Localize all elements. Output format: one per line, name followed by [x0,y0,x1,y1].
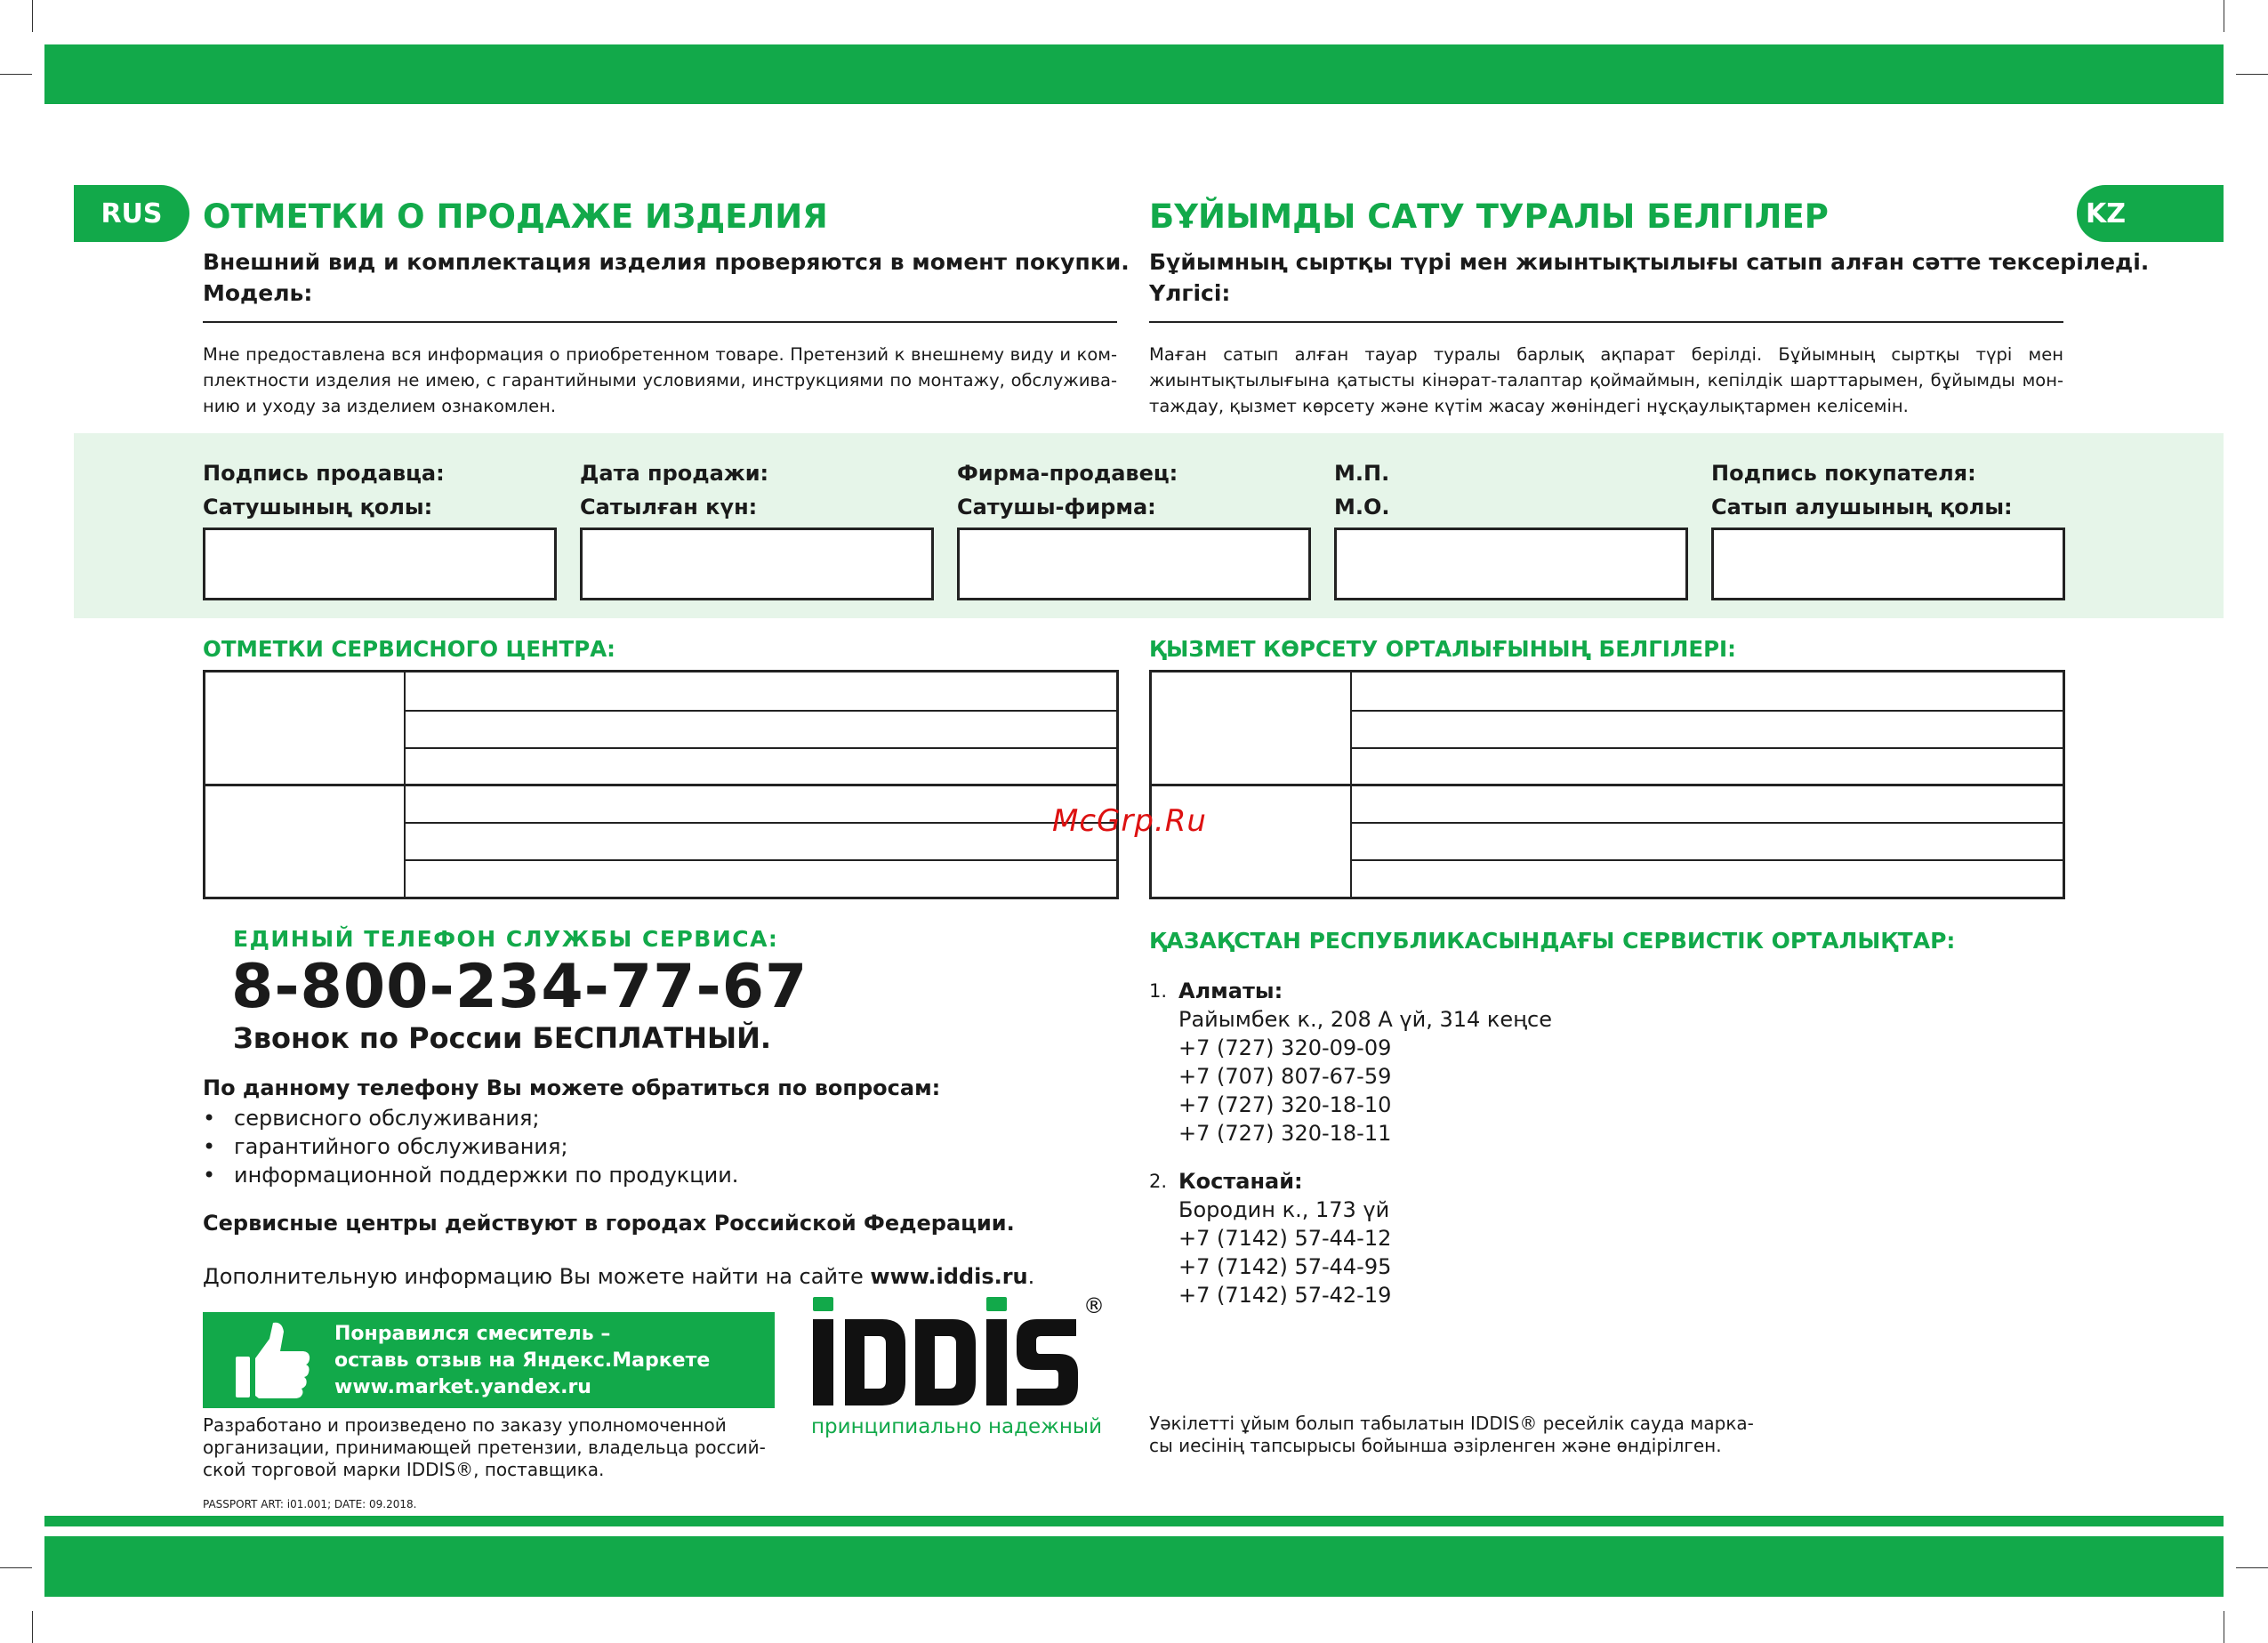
more-info-suffix: . [1027,1264,1035,1289]
kz-service-table [1149,670,2065,899]
text-line: Маған сатып алған тауар туралы барлық ақпарат берілді. Бұйымның сыртқы түрі мен [1149,344,2063,365]
field-label-kz: Сатушы-фирма: [957,495,1156,519]
row-line [1352,822,2063,824]
ru-model-label: Модель: [203,280,313,306]
service-cell[interactable] [1152,673,1352,785]
promo-text [334,1321,710,1401]
crop-mark [32,1611,33,1643]
questions-heading: По данному телефону Вы можете обратиться по вопросам: [203,1075,941,1100]
crop-mark [2236,74,2268,75]
buyer-signature-field [1711,456,2063,600]
crop-mark [2236,1567,2268,1568]
text-line: таждау, қызмет көрсету және күтім жасау жөніндегі нұсқаулықтармен келісемін. [1149,396,1909,416]
phone[interactable]: +7 (707) 807-67-59 [1178,1064,1392,1089]
service-cell[interactable] [205,785,406,897]
kz-tab-label: KZ [2086,197,2126,230]
sale-date-box[interactable] [580,528,934,600]
text-line: плектности изделия не имею, с гарантийными условиями, инструкциями по монтажу, обслужива- [203,370,1117,391]
kz-centers-heading: ҚАЗАҚСТАН РЕСПУБЛИКАСЫНДАҒЫ СЕРВИСТІК ОРТАЛЫҚТАР: [1149,928,1956,954]
text-line: Уәкілетті ұйым болып табылатын IDDIS® ресейлік сауда марка- [1149,1413,1754,1434]
field-label-ru: Подпись продавца: [203,461,445,486]
row-line [406,859,1116,861]
row-line [406,710,1116,712]
promo-url[interactable]: www.market.yandex.ru [334,1376,591,1398]
phone[interactable]: +7 (727) 320-09-09 [1178,1035,1392,1060]
city-number: 1. [1149,980,1168,1002]
promo-line: оставь отзыв на Яндекс.Маркете [334,1349,711,1372]
ru-acknowledgement-text [203,342,1117,419]
kz-page-title: БҰЙЫМДЫ САТУ ТУРАЛЫ БЕЛГІЛЕР [1149,197,1829,236]
ru-service-heading: ОТМЕТКИ СЕРВИСНОГО ЦЕНТРА: [203,636,615,662]
ru-service-table [203,670,1119,899]
iddis-site-link[interactable]: www.iddis.ru [870,1264,1028,1289]
kz-language-tab [2077,185,2224,242]
phone[interactable]: +7 (727) 320-18-11 [1178,1121,1392,1146]
kz-manufacturer-note [1149,1413,1754,1457]
bottom-thin-green-bar [44,1516,2224,1526]
field-label-kz: Сатып алушының қолы: [1711,495,2013,519]
city-entry-kostanay [1149,1167,1594,1318]
field-label-kz: Сатылған күн: [580,495,758,519]
crop-mark [0,1567,32,1568]
kz-model-underline [1149,321,2063,323]
centers-note: Сервисные центры действуют в городах Российской Федерации. [203,1211,1015,1236]
service-phone-number[interactable]: 8-800-234-77-67 [231,952,808,1022]
list-item: • гарантийного обслуживания; [203,1132,738,1161]
city-name: Алматы: [1178,979,1283,1003]
questions-list [203,1104,738,1189]
stamp-field [1334,456,1686,600]
text-line: жиынтықтылығына қатысты кінәрат-талаптар қоймаймын, кепілдік шарттарымен, бұйымды мон- [1149,370,2063,391]
rus-language-tab [74,185,189,242]
crop-mark [32,0,33,32]
text-line: организации, принимающей претензии, владельца россий- [203,1437,766,1458]
ru-page-title: ОТМЕТКИ О ПРОДАЖЕ ИЗДЕЛИЯ [203,197,828,236]
watermark: McGrp.Ru [1052,803,1207,839]
kz-model-label: Үлгісі: [1149,280,1231,306]
text-line: сы иесінің тапсырысы бойынша әзірленген және өндірілген. [1149,1435,1722,1456]
buyer-signature-box[interactable] [1711,528,2065,600]
field-label-ru: Фирма-продавец: [957,461,1178,486]
field-label-ru: Дата продажи: [580,461,769,486]
brand-tagline: принципиально надежный [811,1415,1103,1438]
city-entry-almaty [1149,977,1594,1155]
row-line [1352,747,2063,749]
phone[interactable]: +7 (7142) 57-44-95 [1178,1254,1392,1279]
list-item: • сервисного обслуживания; [203,1104,738,1132]
ru-model-underline [203,321,1117,323]
seller-company-field [957,456,1309,600]
kz-acknowledgement-text [1149,342,2063,419]
registered-mark: ® [1083,1293,1105,1318]
more-info-text: Дополнительную информацию Вы можете найти на сайте [203,1264,871,1289]
top-green-bar [44,44,2224,104]
text-line: ской торговой марки IDDIS®, поставщика. [203,1459,605,1480]
iddis-logo [809,1293,1105,1412]
field-label-ru: Подпись покупателя: [1711,461,1976,486]
service-cell[interactable] [205,673,406,785]
row-line [1152,784,2063,786]
address: Райымбек к., 208 А үй, 314 кеңсе [1178,1007,1552,1032]
row-line [1352,859,2063,861]
address: Бородин к., 173 үй [1178,1197,1390,1222]
thumbs-up-icon [232,1319,312,1401]
field-label-ru: М.П. [1334,461,1390,486]
free-call-note: Звонок по России БЕСПЛАТНЫЙ. [233,1021,772,1055]
list-item: • информационной поддержки по продукции. [203,1161,738,1189]
sale-date-field [580,456,932,600]
stamp-box[interactable] [1334,528,1688,600]
seller-company-box[interactable] [957,528,1311,600]
text-line: Мне предоставлена вся информация о приобретенном товаре. Претензий к внешнему виду и ком- [203,344,1117,365]
kz-subtitle: Бұйымның сыртқы түрі мен жиынтықтылығы сатып алған сәтте тексеріледі. [1149,249,2150,275]
iddis-wordmark [809,1297,1103,1408]
seller-signature-field [203,456,555,600]
service-cell[interactable] [1152,785,1352,897]
phone[interactable]: +7 (727) 320-18-10 [1178,1092,1392,1117]
ru-subtitle: Внешний вид и комплектация изделия проверяются в момент покупки. [203,249,1130,275]
row-line [406,747,1116,749]
text-line: нию и уходу за изделием ознакомлен. [203,396,557,416]
phone[interactable]: +7 (7142) 57-44-12 [1178,1226,1392,1251]
text-line: Разработано и произведено по заказу уполномоченной [203,1414,727,1436]
phone[interactable]: +7 (7142) 57-42-19 [1178,1283,1392,1308]
passport-info: PASSPORT ART: i01.001; DATE: 09.2018. [203,1498,417,1510]
yandex-review-banner[interactable] [203,1312,775,1408]
phone-heading: ЕДИНЫЙ ТЕЛЕФОН СЛУЖБЫ СЕРВИСА: [233,926,779,952]
row-line [406,822,1116,824]
bottom-green-bar [44,1536,2224,1597]
seller-signature-box[interactable] [203,528,557,600]
row-line [1352,710,2063,712]
row-line [205,784,1116,786]
crop-mark [0,74,32,75]
city-number: 2. [1149,1171,1168,1192]
rus-tab-label: RUS [101,197,163,230]
ru-manufacturer-note [203,1414,766,1481]
city-name: Костанай: [1178,1169,1303,1194]
kz-service-heading: ҚЫЗМЕТ КӨРСЕТУ ОРТАЛЫҒЫНЫҢ БЕЛГІЛЕРІ: [1149,636,1736,662]
field-label-kz: Сатушының қолы: [203,495,433,519]
more-info-line [203,1264,1034,1289]
promo-line: Понравился смеситель – [334,1323,611,1345]
field-label-kz: М.О. [1334,495,1390,519]
